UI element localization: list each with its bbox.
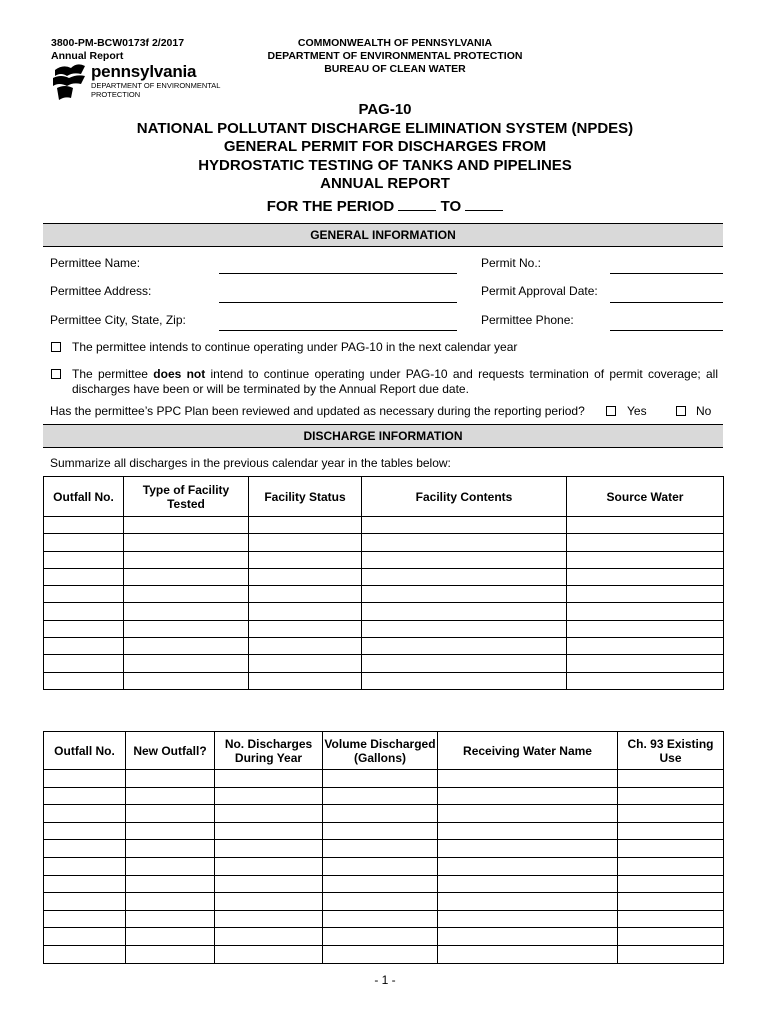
- table-cell[interactable]: [215, 910, 323, 928]
- table-cell[interactable]: [215, 822, 323, 840]
- table-row: [44, 655, 724, 672]
- table-cell[interactable]: [323, 893, 438, 911]
- agency-line: DEPARTMENT OF ENVIRONMENTAL PROTECTION: [267, 50, 523, 62]
- table-cell[interactable]: [567, 655, 724, 672]
- table-cell[interactable]: [215, 857, 323, 875]
- table-cell[interactable]: [124, 638, 249, 655]
- form-id-block: [51, 37, 184, 63]
- table-cell[interactable]: [567, 586, 724, 603]
- terminate-text-pre: The permittee: [72, 367, 154, 381]
- general-info-heading: GENERAL INFORMATION: [43, 223, 723, 247]
- table-cell[interactable]: [249, 551, 362, 568]
- table-cell[interactable]: [618, 770, 724, 788]
- table-cell[interactable]: [44, 787, 126, 805]
- table-row: [44, 517, 724, 534]
- table-cell[interactable]: [323, 928, 438, 946]
- table-cell[interactable]: [567, 638, 724, 655]
- col-facility-contents: Facility Contents: [362, 477, 567, 517]
- table-row: [44, 857, 724, 875]
- table-cell[interactable]: [215, 805, 323, 823]
- table-cell[interactable]: [44, 655, 124, 672]
- table-cell[interactable]: [124, 534, 249, 551]
- ppc-yes-checkbox[interactable]: [606, 406, 616, 416]
- table-cell[interactable]: [567, 568, 724, 585]
- permit-no-label: Permit No.:: [481, 256, 542, 270]
- table-cell[interactable]: [126, 910, 215, 928]
- title-line: HYDROSTATIC TESTING OF TANKS AND PIPELINES: [198, 156, 572, 174]
- table-cell[interactable]: [362, 517, 567, 534]
- table-cell[interactable]: [567, 551, 724, 568]
- table-cell[interactable]: [438, 857, 618, 875]
- table-cell[interactable]: [362, 672, 567, 689]
- table-cell[interactable]: [215, 945, 323, 963]
- logo-dept-line: DEPARTMENT OF ENVIRONMENTAL: [91, 81, 221, 90]
- period-label: FOR THE PERIOD: [266, 198, 395, 215]
- table-cell[interactable]: [215, 770, 323, 788]
- permittee-name-field[interactable]: [219, 273, 457, 274]
- col-num-discharges: No. Discharges During Year: [215, 732, 323, 770]
- table-cell[interactable]: [618, 910, 724, 928]
- table-cell[interactable]: [44, 822, 126, 840]
- table-cell[interactable]: [126, 928, 215, 946]
- table-row: [44, 586, 724, 603]
- table-cell[interactable]: [438, 787, 618, 805]
- table-cell[interactable]: [618, 875, 724, 893]
- table-row: [44, 822, 724, 840]
- table-row: [44, 910, 724, 928]
- period-start-field[interactable]: [398, 198, 436, 211]
- table-cell[interactable]: [323, 875, 438, 893]
- col-new-outfall: New Outfall?: [126, 732, 215, 770]
- table-cell[interactable]: [44, 770, 126, 788]
- col-ch93-existing-use: Ch. 93 Existing Use: [618, 732, 724, 770]
- continue-text: The permittee intends to continue operating under PAG-10 in the next calendar year: [72, 340, 518, 354]
- table-cell[interactable]: [567, 620, 724, 637]
- form-title: [0, 101, 770, 194]
- form-code: 3800-PM-BCW0173f 2/2017: [51, 37, 185, 49]
- permittee-address-label: Permittee Address:: [50, 284, 152, 298]
- table-cell[interactable]: [438, 770, 618, 788]
- terminate-checkbox[interactable]: [51, 369, 61, 379]
- form-type: Annual Report: [51, 50, 124, 62]
- agency-line: BUREAU OF CLEAN WATER: [324, 63, 466, 75]
- table-cell[interactable]: [567, 672, 724, 689]
- table-cell[interactable]: [618, 840, 724, 858]
- col-outfall-no: Outfall No.: [44, 477, 124, 517]
- table-cell[interactable]: [126, 770, 215, 788]
- table-row: [44, 534, 724, 551]
- table-cell[interactable]: [362, 534, 567, 551]
- table-cell[interactable]: [438, 893, 618, 911]
- table-cell[interactable]: [567, 517, 724, 534]
- table-cell[interactable]: [124, 655, 249, 672]
- table-cell[interactable]: [249, 620, 362, 637]
- table-cell[interactable]: [323, 840, 438, 858]
- ppc-no-checkbox[interactable]: [676, 406, 686, 416]
- table-cell[interactable]: [249, 568, 362, 585]
- table-cell[interactable]: [44, 672, 124, 689]
- table-cell[interactable]: [618, 893, 724, 911]
- table-cell[interactable]: [249, 638, 362, 655]
- permittee-phone-label: Permittee Phone:: [481, 313, 574, 327]
- table-row: [44, 638, 724, 655]
- table-row: [44, 603, 724, 620]
- table-cell[interactable]: [44, 603, 124, 620]
- table-cell[interactable]: [124, 568, 249, 585]
- table-cell[interactable]: [44, 857, 126, 875]
- table-cell[interactable]: [618, 822, 724, 840]
- table-cell[interactable]: [124, 672, 249, 689]
- terminate-text-bold: does not: [153, 367, 206, 381]
- table-cell[interactable]: [44, 620, 124, 637]
- col-receiving-water: Receiving Water Name: [438, 732, 618, 770]
- title-line: NATIONAL POLLUTANT DISCHARGE ELIMINATION SYSTEM (NPDES): [136, 119, 634, 137]
- reporting-period: [0, 198, 770, 215]
- table-cell[interactable]: [323, 805, 438, 823]
- table-cell[interactable]: [323, 857, 438, 875]
- col-volume-discharged: Volume Discharged (Gallons): [323, 732, 438, 770]
- table-row: [44, 945, 724, 963]
- table-cell[interactable]: [567, 603, 724, 620]
- table-cell[interactable]: [618, 945, 724, 963]
- permittee-city-field[interactable]: [219, 330, 457, 331]
- ppc-yes-label: Yes: [627, 404, 647, 418]
- agency-line: COMMONWEALTH OF PENNSYLVANIA: [297, 37, 493, 49]
- col-facility-type: Type of Facility Tested: [124, 477, 249, 517]
- table-cell[interactable]: [124, 586, 249, 603]
- table-cell[interactable]: [438, 822, 618, 840]
- table-cell[interactable]: [44, 638, 124, 655]
- table-cell[interactable]: [567, 534, 724, 551]
- table-cell[interactable]: [323, 910, 438, 928]
- table-cell[interactable]: [44, 586, 124, 603]
- ppc-question: Has the permittee’s PPC Plan been reviewed and updated as necessary during the reporting period?: [50, 404, 585, 418]
- table-row: [44, 620, 724, 637]
- discharge-info-heading: DISCHARGE INFORMATION: [43, 424, 723, 448]
- table-cell[interactable]: [362, 655, 567, 672]
- table-cell[interactable]: [438, 910, 618, 928]
- table-cell[interactable]: [249, 603, 362, 620]
- title-line: GENERAL PERMIT FOR DISCHARGES FROM: [223, 138, 547, 155]
- table-cell[interactable]: [126, 787, 215, 805]
- table-cell[interactable]: [126, 857, 215, 875]
- table-cell[interactable]: [215, 787, 323, 805]
- table-cell[interactable]: [362, 568, 567, 585]
- table-cell[interactable]: [249, 517, 362, 534]
- table-row: [44, 928, 724, 946]
- table-row: [44, 787, 724, 805]
- table-cell[interactable]: [124, 620, 249, 637]
- table-row: [44, 770, 724, 788]
- table-cell[interactable]: [618, 787, 724, 805]
- discharge-instructions: Summarize all discharges in the previous calendar year in the tables below:: [50, 456, 451, 470]
- table-cell[interactable]: [124, 517, 249, 534]
- table-cell[interactable]: [438, 875, 618, 893]
- table-cell[interactable]: [44, 805, 126, 823]
- table-cell[interactable]: [362, 586, 567, 603]
- terminate-text: [72, 367, 718, 397]
- logo-dept-line: PROTECTION: [91, 90, 141, 99]
- table-cell[interactable]: [126, 945, 215, 963]
- table-row: [44, 568, 724, 585]
- table-cell[interactable]: [44, 875, 126, 893]
- table-cell[interactable]: [323, 770, 438, 788]
- table-cell[interactable]: [215, 893, 323, 911]
- permit-approval-date-field[interactable]: [610, 302, 723, 303]
- permittee-name-label: Permittee Name:: [50, 256, 141, 270]
- table-cell[interactable]: [215, 928, 323, 946]
- table-cell[interactable]: [362, 620, 567, 637]
- page-number: - 1 -: [374, 973, 396, 987]
- table-row: [44, 551, 724, 568]
- ppc-no-label: No: [696, 404, 712, 418]
- table-cell[interactable]: [618, 805, 724, 823]
- keystone-logo-icon: [51, 62, 87, 102]
- table-cell[interactable]: [44, 568, 124, 585]
- table-cell[interactable]: [249, 534, 362, 551]
- continue-checkbox[interactable]: [51, 342, 61, 352]
- table-row: [44, 805, 724, 823]
- table-cell[interactable]: [126, 840, 215, 858]
- col-facility-status: Facility Status: [249, 477, 362, 517]
- table-cell[interactable]: [44, 945, 126, 963]
- facility-table-header: [44, 477, 724, 517]
- table-cell[interactable]: [438, 945, 618, 963]
- period-end-field[interactable]: [465, 198, 503, 211]
- table-row: [44, 672, 724, 689]
- table-cell[interactable]: [126, 875, 215, 893]
- logo-department: [91, 81, 220, 99]
- table-cell[interactable]: [215, 875, 323, 893]
- table-cell[interactable]: [362, 551, 567, 568]
- table-cell[interactable]: [44, 928, 126, 946]
- facility-table: [43, 476, 724, 690]
- table-cell[interactable]: [438, 928, 618, 946]
- permit-no-field[interactable]: [610, 273, 723, 274]
- period-to-label: TO: [440, 198, 462, 215]
- table-cell[interactable]: [249, 672, 362, 689]
- title-line: ANNUAL REPORT: [320, 175, 450, 192]
- table-cell[interactable]: [323, 945, 438, 963]
- table-cell[interactable]: [44, 840, 126, 858]
- table-cell[interactable]: [215, 840, 323, 858]
- table-row: [44, 875, 724, 893]
- col-source-water: Source Water: [567, 477, 724, 517]
- table-cell[interactable]: [618, 928, 724, 946]
- discharge-table-header: [44, 732, 724, 770]
- table-cell[interactable]: [44, 534, 124, 551]
- title-line: PAG-10: [358, 101, 412, 118]
- table-cell[interactable]: [126, 822, 215, 840]
- table-cell[interactable]: [249, 655, 362, 672]
- table-cell[interactable]: [44, 517, 124, 534]
- permittee-phone-field[interactable]: [610, 330, 723, 331]
- table-cell[interactable]: [44, 910, 126, 928]
- discharge-table: [43, 731, 724, 964]
- terminate-text-post: intend to continue operating under PAG-10 and requests termination of permit coverage; all discharges have been or will be terminated by the Annual Report due date.: [72, 367, 718, 396]
- table-cell[interactable]: [249, 586, 362, 603]
- permit-approval-date-label: Permit Approval Date:: [481, 284, 598, 298]
- table-cell[interactable]: [362, 638, 567, 655]
- permittee-city-label: Permittee City, State, Zip:: [50, 313, 186, 327]
- table-cell[interactable]: [44, 893, 126, 911]
- table-cell[interactable]: [618, 857, 724, 875]
- table-cell[interactable]: [44, 551, 124, 568]
- table-cell[interactable]: [323, 787, 438, 805]
- table-cell[interactable]: [124, 603, 249, 620]
- table-cell[interactable]: [438, 805, 618, 823]
- table-cell[interactable]: [438, 840, 618, 858]
- table-cell[interactable]: [126, 805, 215, 823]
- agency-block: [230, 37, 560, 76]
- logo-wordmark: pennsylvania: [91, 62, 197, 81]
- table-row: [44, 893, 724, 911]
- table-cell[interactable]: [126, 893, 215, 911]
- table-cell[interactable]: [323, 822, 438, 840]
- pa-dep-logo: [51, 62, 221, 106]
- table-row: [44, 840, 724, 858]
- col-outfall-no: Outfall No.: [44, 732, 126, 770]
- table-cell[interactable]: [362, 603, 567, 620]
- table-cell[interactable]: [124, 551, 249, 568]
- permittee-address-field[interactable]: [219, 302, 457, 303]
